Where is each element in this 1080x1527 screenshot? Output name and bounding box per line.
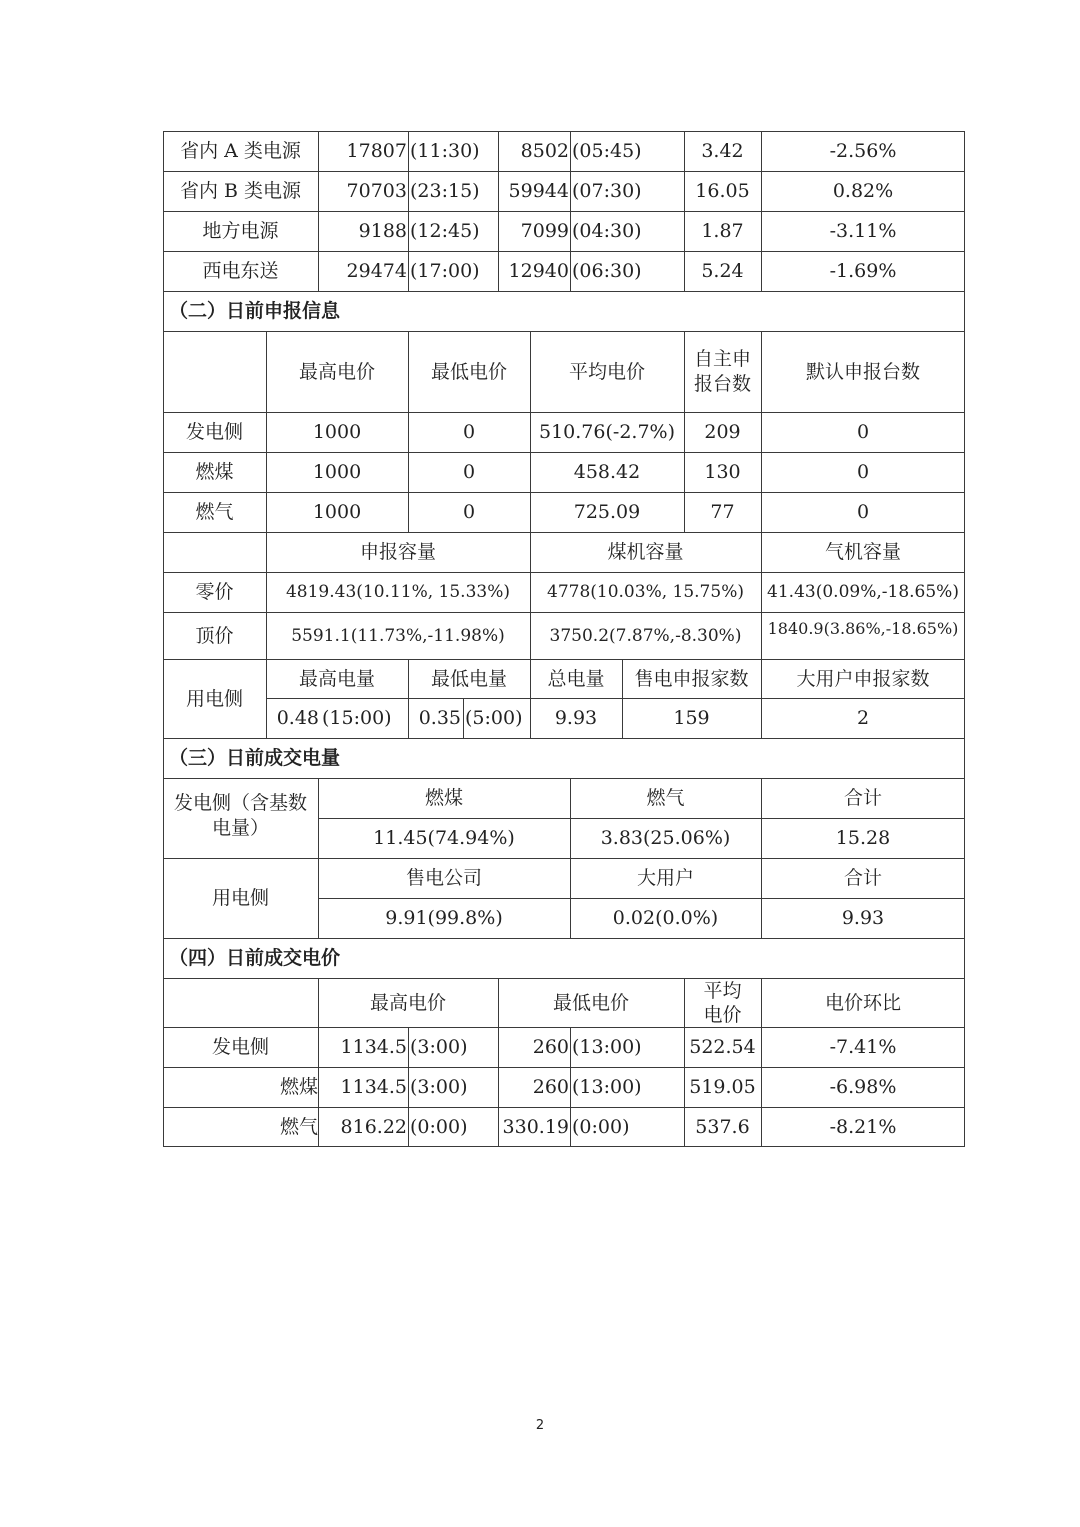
row-label: 燃煤 — [279, 1076, 318, 1098]
section-title: （四）日前成交电价 — [169, 947, 341, 969]
min-time: (0:00) — [572, 1116, 630, 1138]
header-coal-capacity: 煤机容量 — [607, 541, 684, 563]
header-declared-capacity: 申报容量 — [359, 541, 436, 563]
header-min-price: 最低电价 — [430, 360, 507, 383]
min-output: 59944 — [508, 180, 569, 202]
row-label: 燃煤 — [195, 461, 234, 483]
row-label: 零价 — [195, 581, 234, 603]
retail-count: 159 — [673, 707, 710, 729]
max-time: (12:45) — [410, 220, 480, 242]
retail-volume: 9.91(99.8%) — [385, 907, 503, 929]
avg-value: 1.87 — [701, 220, 744, 242]
gas-capacity: 41.43(0.09%,-18.65%) — [767, 582, 959, 602]
avg-price: 519.05 — [689, 1076, 756, 1098]
avg-value: 16.05 — [695, 180, 750, 202]
min-load-value: 0.35 — [418, 707, 461, 729]
max-price: 1000 — [312, 501, 362, 523]
gen-side-label: 发电侧（含基数电量） — [173, 792, 307, 839]
ratio-value: -1.69% — [829, 260, 897, 282]
self-count: 209 — [704, 421, 741, 443]
header-retail-count: 售电申报家数 — [634, 667, 749, 690]
large-user-count: 2 — [856, 707, 870, 729]
self-count: 130 — [704, 461, 741, 483]
use-side-label: 用电侧 — [185, 687, 243, 710]
max-load-time: (15:00) — [322, 707, 392, 729]
min-price: 0 — [462, 421, 476, 443]
max-output: 17807 — [346, 140, 407, 162]
source-name: 省内 A 类电源 — [180, 140, 301, 162]
max-price: 816.22 — [340, 1116, 407, 1138]
gas-capacity: 1840.9(3.86%,-18.65%) — [767, 619, 959, 638]
header-gas-capacity: 气机容量 — [824, 541, 901, 563]
avg-value: 5.24 — [701, 260, 744, 282]
header-gas: 燃气 — [646, 787, 685, 809]
avg-value: 3.42 — [701, 140, 744, 162]
min-price: 0 — [462, 461, 476, 483]
max-output: 29474 — [346, 260, 407, 282]
price-ratio: -8.21% — [829, 1116, 897, 1138]
row-label: 燃气 — [195, 501, 234, 523]
header-coal: 燃煤 — [424, 787, 463, 809]
max-time: (3:00) — [410, 1076, 468, 1098]
ratio-value: -2.56% — [829, 140, 897, 162]
row-label: 发电侧 — [185, 421, 243, 443]
use-side-label: 用电侧 — [211, 887, 269, 909]
header-max-load: 最高电量 — [298, 667, 375, 690]
header-large-user: 大用户 — [636, 867, 694, 889]
price-ratio: -7.41% — [829, 1036, 897, 1058]
header-avg-price: 平均电价 — [568, 360, 645, 383]
header-min-price: 最低电价 — [552, 991, 629, 1014]
total-load: 9.93 — [554, 707, 598, 729]
self-count: 77 — [710, 501, 735, 523]
min-time: (06:30) — [572, 260, 642, 282]
default-count: 0 — [856, 421, 870, 443]
header-self-declared: 自主申报台数 — [693, 347, 751, 395]
min-price: 260 — [532, 1076, 569, 1098]
page-number: 2 — [535, 1418, 545, 1433]
min-load-time: (5:00) — [465, 707, 523, 729]
max-time: (3:00) — [410, 1036, 468, 1058]
max-output: 9188 — [358, 220, 407, 242]
avg-price: 522.54 — [689, 1036, 756, 1058]
max-time: (17:00) — [410, 260, 480, 282]
price-ratio: -6.98% — [829, 1076, 897, 1098]
declared-capacity: 5591.1(11.73%,-11.98%) — [291, 625, 505, 646]
gen-total-volume: 15.28 — [835, 827, 891, 849]
min-time: (07:30) — [572, 180, 642, 202]
max-price: 1000 — [312, 421, 362, 443]
section-title: （三）日前成交电量 — [169, 747, 341, 769]
max-output: 70703 — [346, 180, 407, 202]
min-output: 7099 — [520, 220, 569, 242]
header-default-declared: 默认申报台数 — [805, 360, 920, 383]
ratio-value: -3.11% — [829, 220, 897, 242]
max-price: 1134.5 — [340, 1036, 407, 1058]
header-price-ratio: 电价环比 — [824, 991, 901, 1014]
min-price: 330.19 — [502, 1116, 569, 1138]
declared-capacity: 4819.43(10.11%, 15.33%) — [285, 582, 510, 602]
max-time: (0:00) — [410, 1116, 468, 1138]
coal-capacity: 4778(10.03%, 15.75%) — [547, 582, 744, 602]
min-price: 260 — [532, 1036, 569, 1058]
ratio-value: 0.82% — [832, 180, 894, 202]
use-total-volume: 9.93 — [841, 907, 885, 929]
min-time: (04:30) — [572, 220, 642, 242]
coal-capacity: 3750.2(7.87%,-8.30%) — [549, 625, 742, 646]
header-total-load: 总电量 — [547, 667, 605, 690]
header-retail-company: 售电公司 — [405, 867, 482, 889]
min-time: (13:00) — [572, 1036, 642, 1058]
avg-price: 725.09 — [573, 501, 641, 523]
min-time: (13:00) — [572, 1076, 642, 1098]
avg-price: 537.6 — [695, 1116, 750, 1138]
default-count: 0 — [856, 461, 870, 483]
header-large-user-count: 大用户申报家数 — [796, 667, 930, 690]
min-output: 12940 — [508, 260, 569, 282]
large-user-volume: 0.02(0.0%) — [612, 907, 719, 929]
default-count: 0 — [856, 501, 870, 523]
source-name: 省内 B 类电源 — [179, 180, 302, 202]
header-max-price: 最高电价 — [298, 360, 375, 383]
coal-volume: 11.45(74.94%) — [373, 827, 515, 849]
max-price: 1000 — [312, 461, 362, 483]
max-time: (23:15) — [410, 180, 480, 202]
row-label: 顶价 — [195, 624, 234, 647]
avg-price: 458.42 — [573, 461, 641, 483]
header-sum: 合计 — [843, 867, 882, 889]
source-name: 西电东送 — [202, 260, 279, 282]
header-max-price: 最高电价 — [369, 991, 446, 1014]
max-price: 1134.5 — [340, 1076, 407, 1098]
min-time: (05:45) — [572, 140, 642, 162]
row-label: 发电侧 — [211, 1036, 269, 1058]
max-load-value: 0.48 — [276, 707, 319, 729]
gas-volume: 3.83(25.06%) — [600, 827, 731, 849]
min-output: 8502 — [520, 140, 569, 162]
source-name: 地方电源 — [202, 220, 279, 242]
header-avg-price: 平均电价 — [703, 979, 742, 1026]
header-sum: 合计 — [843, 787, 882, 809]
max-time: (11:30) — [410, 140, 480, 162]
header-min-load: 最低电量 — [430, 667, 507, 690]
row-label: 燃气 — [279, 1116, 318, 1138]
min-price: 0 — [462, 501, 476, 523]
avg-price: 510.76(-2.7%) — [539, 421, 675, 443]
section-title: （二）日前申报信息 — [169, 300, 341, 322]
